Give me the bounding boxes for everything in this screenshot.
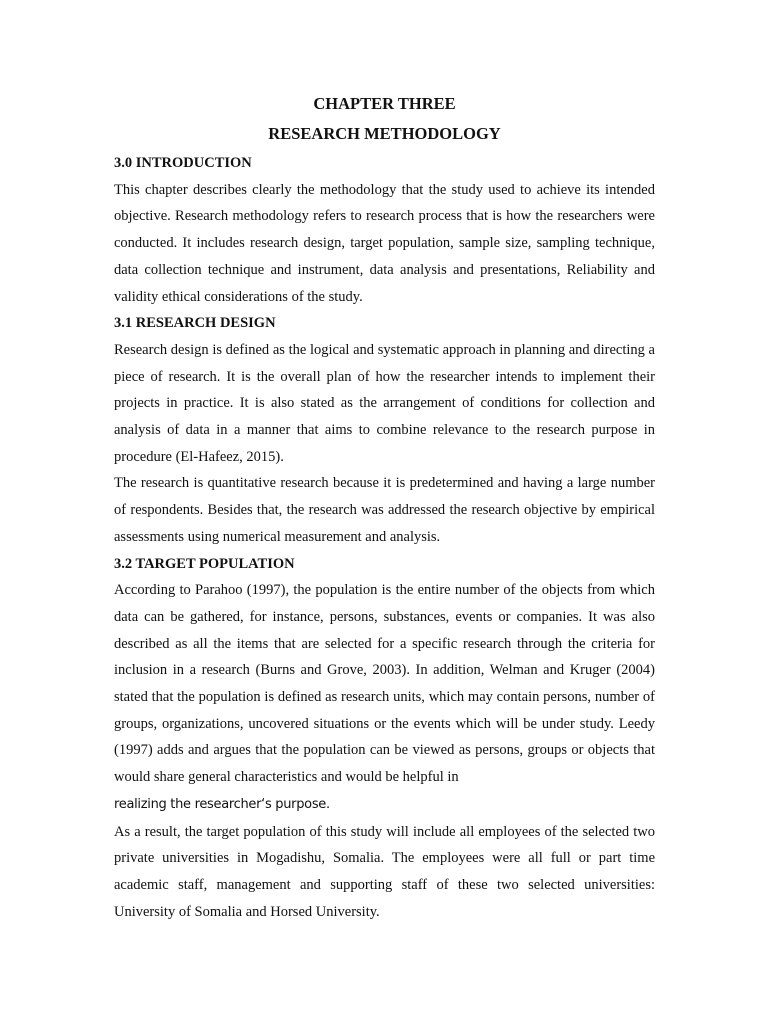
target-population-tail-text: realizing the researcher‘s purpose.: [114, 796, 330, 812]
document-page: [114, 92, 655, 925]
section-heading-introduction: 3.0 INTRODUCTION: [114, 155, 252, 171]
introduction-paragraph: This chapter describes clearly the methodology that the study used to achieve its intended objective. Research methodology refers to research process that is how the researchers were conducted. It includes research design, target population, sample size, sampling technique, data collection technique and instrument, data analysis and presentations, Reliability and validity ethical considerations of the study.: [114, 181, 655, 305]
target-population-paragraph-1: According to Parahoo (1997), the population is the entire number of the objects from which data can be gathered, for instance, persons, substances, events or companies. It was also described as all the items that are selected for a specific research through the criteria for inclusion in a research (Burns and Grove, 2003). In addition, Welman and Kruger (2004) stated that the population is defined as research units, which may contain persons, number of groups, organizations, uncovered situations or the events which will be under study. Leedy (1997) adds and argues that the population can be viewed as persons, groups or objects that would share general characteristics and would be helpful in: [114, 582, 655, 786]
section-heading-research-design: 3.1 RESEARCH DESIGN: [114, 315, 276, 332]
chapter-number-title: CHAPTER THREE: [313, 94, 456, 113]
chapter-name-title: RESEARCH METHODOLOGY: [268, 124, 501, 143]
research-design-paragraph-2: The research is quantitative research because it is predetermined and having a large number of respondents. Besides that, the research was addressed the research objective by empirical assessments using numerical measurement and analysis.: [114, 475, 655, 545]
target-population-paragraph-2: As a result, the target population of this study will include all employees of the selected two private universities in Mogadishu, Somalia. The employees were all full or part time academic staff, management and supporting staff of these two selected universities: University of Somalia and Horsed University.: [114, 823, 655, 920]
section-heading-target-population: 3.2 TARGET POPULATION: [114, 555, 295, 572]
target-population-paragraph-1-tail: [114, 791, 655, 819]
research-design-paragraph-1: Research design is defined as the logical and systematic approach in planning and directing a piece of research. It is the overall plan of how the researcher intends to implement their projects in practice. It is also stated as the arrangement of conditions for collection and analysis of data in a manner that aims to combine relevance to the research purpose in procedure (El-Hafeez, 2015).: [114, 341, 655, 465]
